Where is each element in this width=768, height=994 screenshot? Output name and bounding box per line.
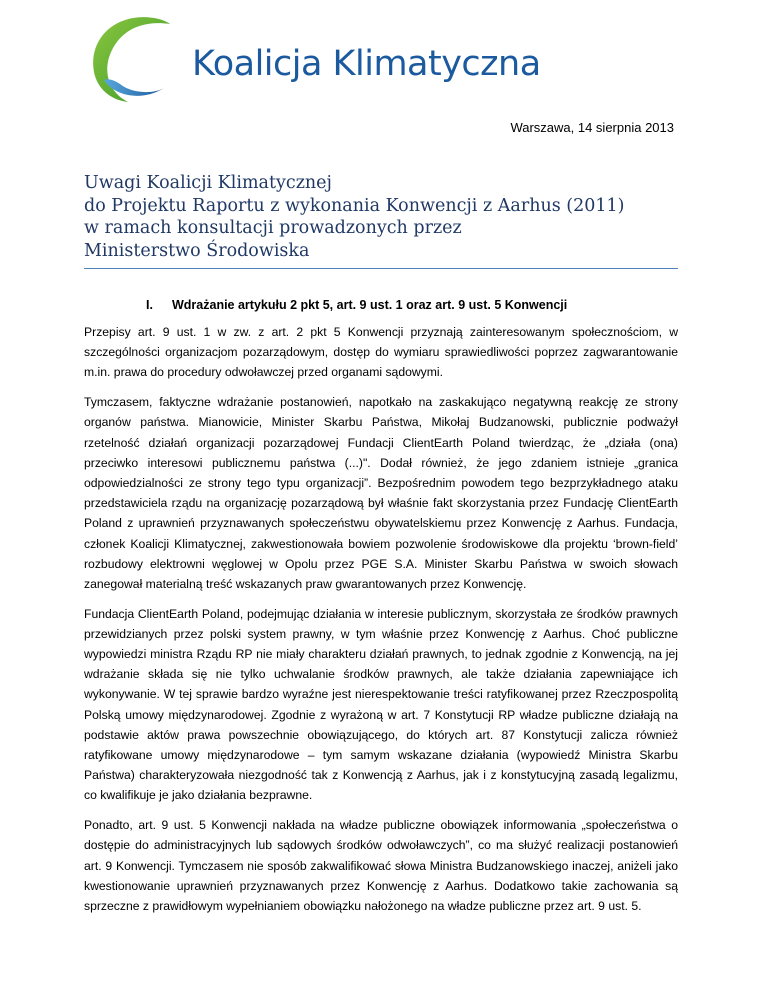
section-title: Wdrażanie artykułu 2 pkt 5, art. 9 ust. 1 oraz art. 9 ust. 5 Konwencji — [172, 298, 568, 312]
body-paragraph: Fundacja ClientEarth Poland, podejmując działania w interesie publicznym, skorzystała ze środków prawnych przewidzianych przez polski system prawny, w tym właśnie przez Konwencję z Aarhus. Choć publiczne wypowiedzi ministra Rządu RP nie miały charakteru działań prawnych, to jednak zgodnie z Konwencją, na jej wdrażanie składa się nie tylko uchwalanie środków prawnych, ale także działania zapewniające ich wykonywanie. W tej sprawie bardzo wyraźne jest nierespektowanie treści ratyfikowanej przez Rzeczpospolitą Polską umowy międzynarodowej. Zgodnie z wyrażoną w art. 7 Konstytucji RP władze publiczne działają na podstawie aktów prawa powszechnie obowiązującego, do których art. 87 Konstytucji zalicza również ratyfikowane umowy międzynarodowe – tym samym wskazane działania (wypowiedź Ministra Skarbu Państwa) charakteryzowała niezgodność tak z Konwencją z Aarhus, jak i z konstytucyjną zasadą legalizmu, co kwalifikuje je jako działania bezprawne. — [84, 606, 678, 803]
section-heading — [146, 298, 567, 312]
koalicja-klimatyczna-logo — [84, 10, 564, 106]
title-line: Uwagi Koalicji Klimatycznej — [84, 173, 332, 193]
document-date: Warszawa, 14 sierpnia 2013 — [510, 120, 674, 135]
globe-swoosh-icon — [84, 10, 194, 106]
document-title — [84, 172, 678, 269]
body-paragraph: Przepisy art. 9 ust. 1 w zw. z art. 2 pkt 5 Konwencji przyznają zainteresowanym społecznościom, w szczególności organizacjom pozarządowym, dostęp do wymiaru sprawiedliwości poprzez zagwarantowanie m.in. prawa do procedury odwoławczej przed organami sądowymi. — [84, 325, 678, 380]
title-line: do Projektu Raportu z wykonania Konwencji z Aarhus (2011) — [84, 195, 625, 216]
body-paragraph: Tymczasem, faktyczne wdrażanie postanowień, napotkało na zaskakująco negatywną reakcję ze strony organów państwa. Mianowicie, Minister Skarbu Państwa, Mikołaj Budzanowski, publicznie podważył rzetelność działań organizacji pozarządowej Fundacji ClientEarth Poland twierdząc, że „działa (ona) przeciwko interesowi publicznemu państwa (...)". Dodał również, że jego zdaniem istnieje „granica odpowiedzialności ze strony tego typu organizacji”. Bezpośrednim powodem tego bezprzykładnego ataku przedstawiciela rządu na organizację pozarządową był właśnie fakt skorzystania przez Fundację ClientEarth Poland z uprawnień przyznawanych społeczeństwu obywatelskiemu przez Konwencję z Aarhus. Fundacja, członek Koalicji Klimatycznej, zakwestionowała bowiem pozwolenie środowiskowe dla projektu ‘brown-field’ rozbudowy elektrowni węglowej w Opolu przez PGE S.A. Minister Skarbu Państwa w swoich słowach zanegował materialną treść wskazanych praw gwarantowanych przez Konwencję. — [84, 395, 678, 591]
document-body — [84, 322, 678, 926]
logo-text: Koalicja Klimatyczna — [192, 44, 541, 84]
title-line: w ramach konsultacji prowadzonych przez — [84, 218, 462, 238]
body-paragraph: Ponadto, art. 9 ust. 5 Konwencji nakłada na władze publiczne obowiązek informowania „społeczeństwa o dostępie do administracyjnych lub sądowych środków odwoławczych”, co ma służyć realizacji postanowień art. 9 Konwencji. Tymczasem nie sposób zakwalifikować słowa Ministra Budzanowskiego inaczej, aniżeli jako kwestionowanie uprawnień przyznawanych przez Konwencję z Aarhus. Dodatkowo takie zachowania są sprzeczne z prawidłowym wypełnianiem obowiązku nałożonego na władze publiczne przez art. 9 ust. 5. — [84, 818, 678, 913]
title-line: Ministerstwo Środowiska — [84, 240, 310, 261]
section-number: I. — [146, 298, 153, 312]
